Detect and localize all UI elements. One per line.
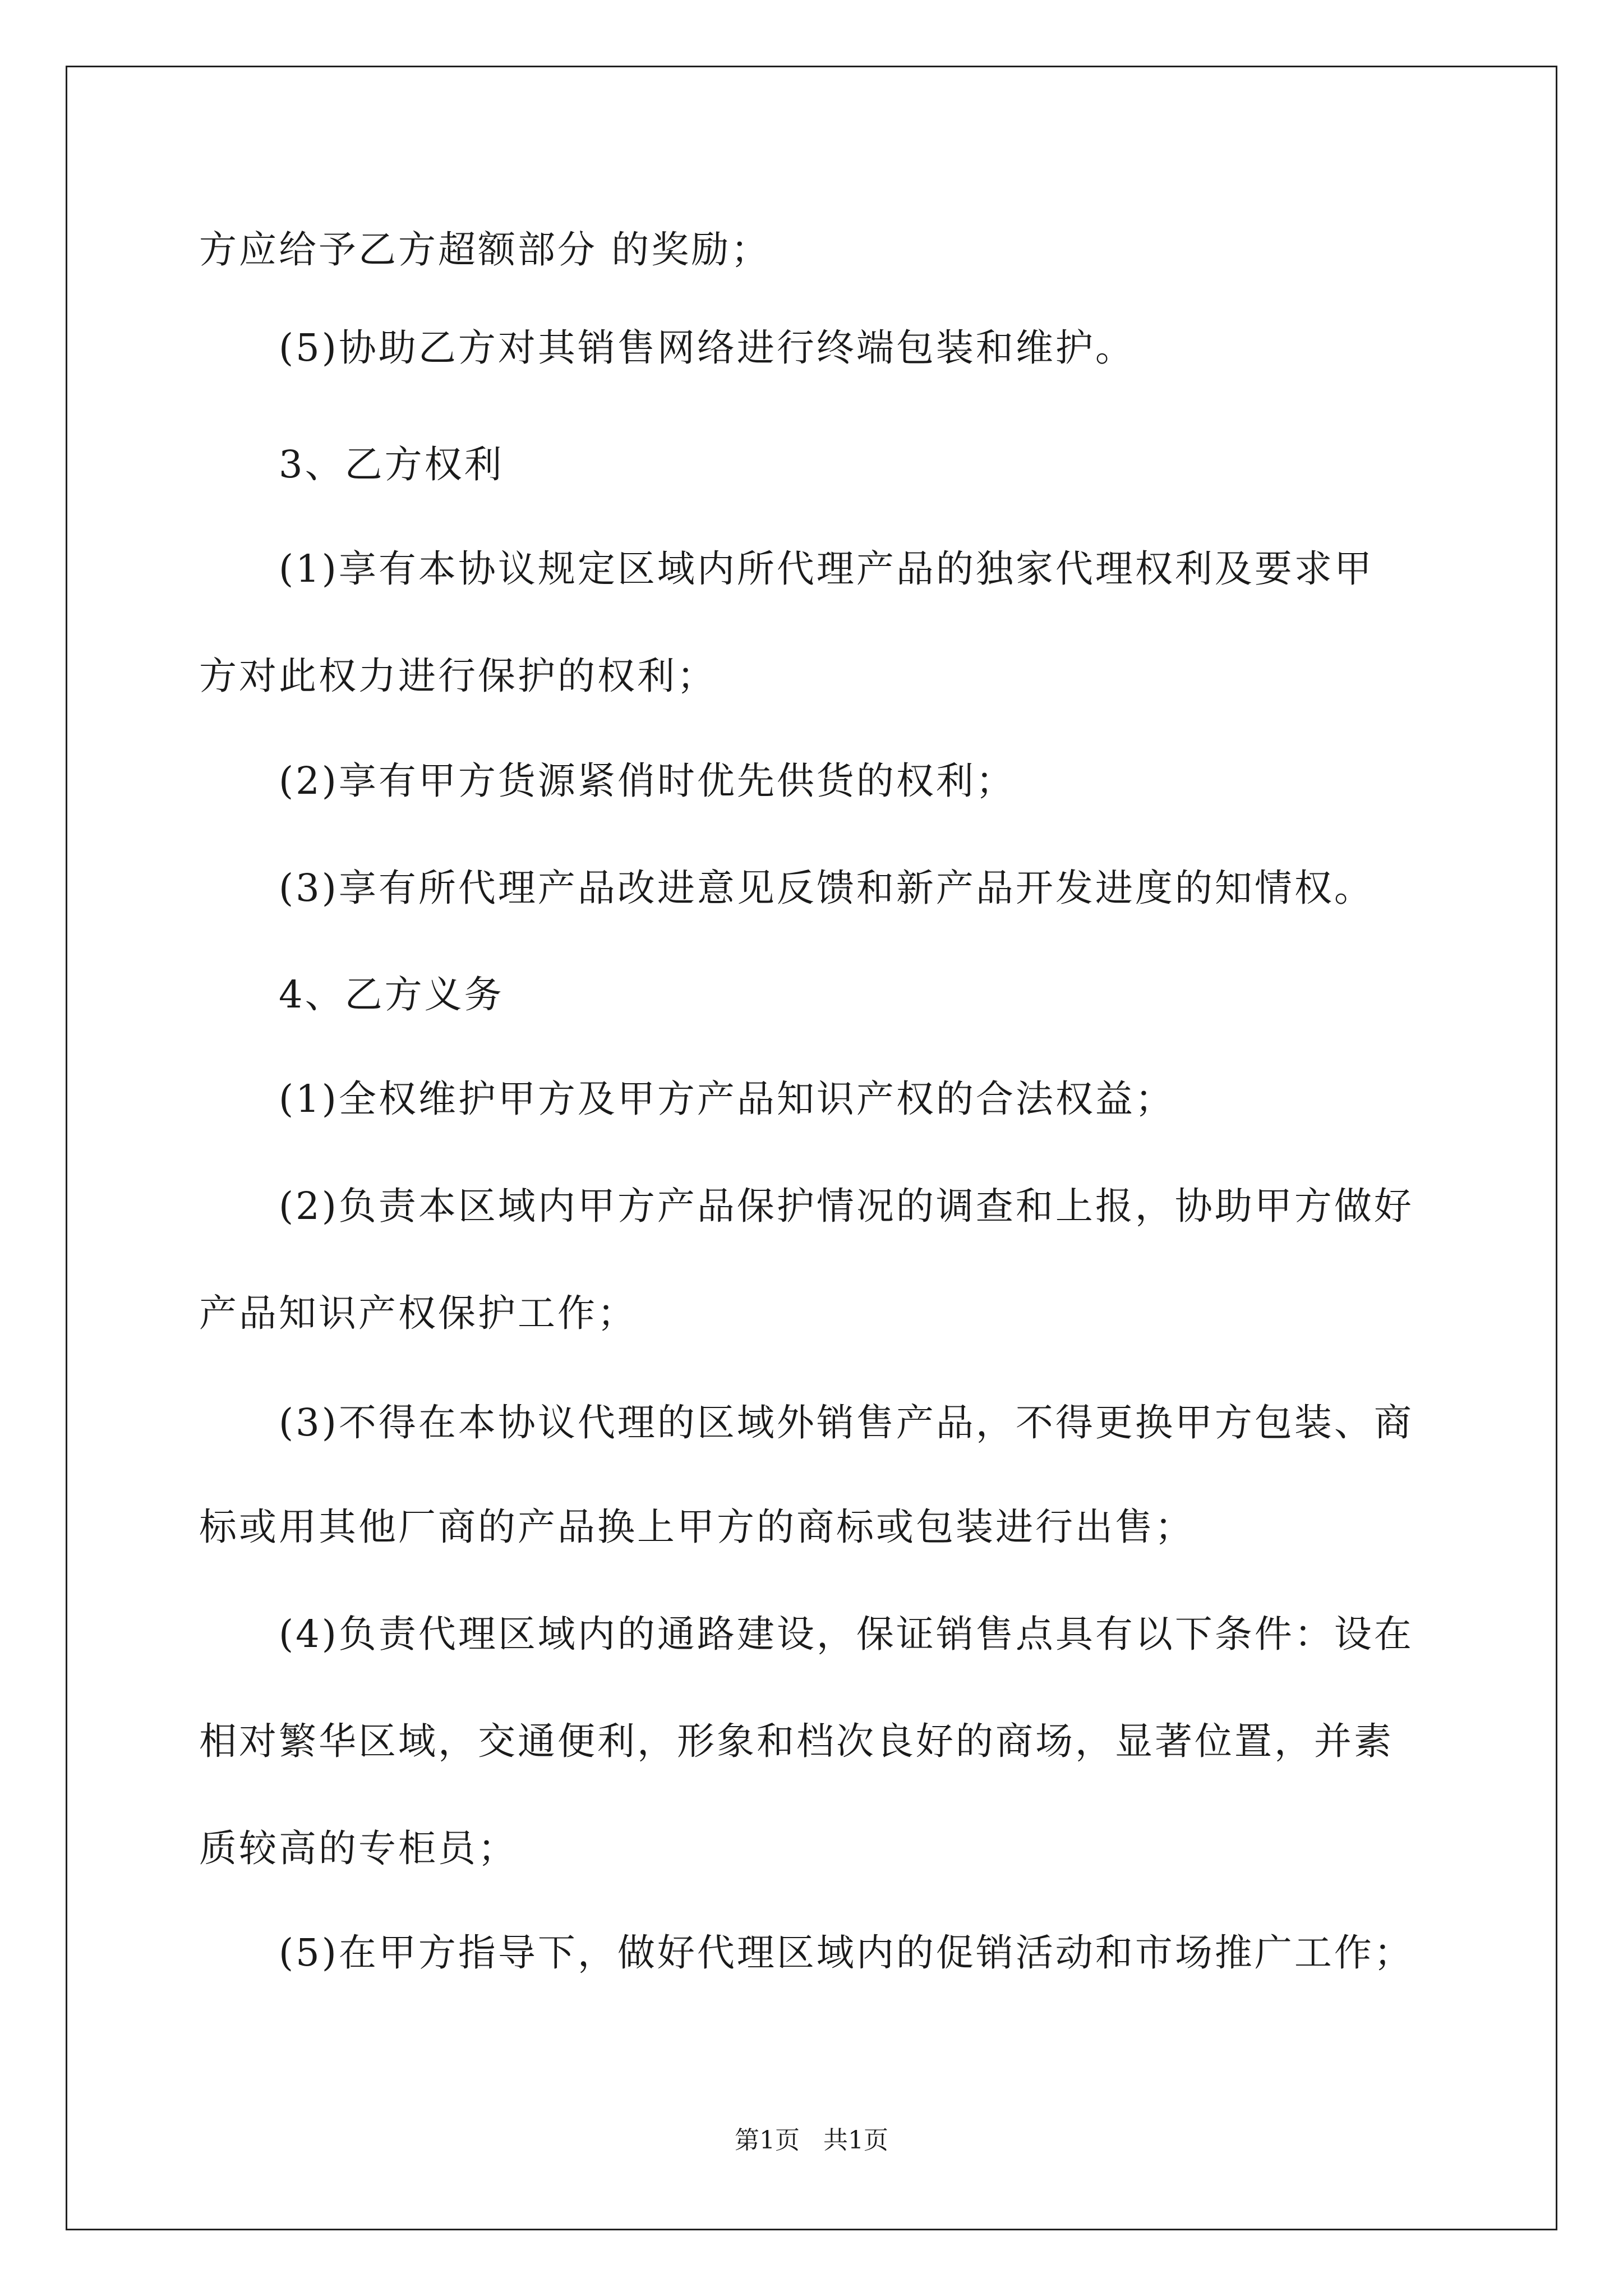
text-line: (5)在甲方指导下，做好代理区域内的促销活动和市场推广工作； [279,1931,1414,1975]
text-line: 方对此权力进行保护的权利； [199,654,717,698]
text-line: 方应给予乙方超额部分 的奖励； [199,228,771,272]
page-border [66,66,1557,2230]
text-line: 相对繁华区域，交通便利，形象和档次良好的商场，显著位置，并素 [199,1719,1394,1763]
text-line: (2)负责本区域内甲方产品保护情况的调查和上报，协助甲方做好 [279,1184,1414,1228]
text-line: (4)负责代理区域内的通路建设，保证销售点具有以下条件：设在 [279,1612,1414,1656]
text-line: (1)全权维护甲方及甲方产品知识产权的合法权益； [279,1077,1175,1121]
text-line: (3)不得在本协议代理的区域外销售产品，不得更换甲方包装、商 [279,1401,1414,1444]
page-number-footer: 第1页 共1页 [735,2126,888,2155]
text-line: 产品知识产权保护工作； [199,1291,637,1335]
text-line: 质较高的专柜员； [199,1826,518,1870]
text-line: (5)协助乙方对其销售网络进行终端包装和维护。 [279,326,1135,370]
text-line: (2)享有甲方货源紧俏时优先供货的权利； [279,759,1016,803]
section-heading: 3、乙方权利 [279,443,504,486]
section-heading: 4、乙方义务 [279,973,504,1016]
text-line: (1)享有本协议规定区域内所代理产品的独家代理权利及要求甲 [279,547,1374,591]
text-line: 标或用其他厂商的产品换上甲方的商标或包装进行出售； [199,1505,1195,1549]
text-line: (3)享有所代理产品改进意见反馈和新产品开发进度的知情权。 [279,866,1374,910]
